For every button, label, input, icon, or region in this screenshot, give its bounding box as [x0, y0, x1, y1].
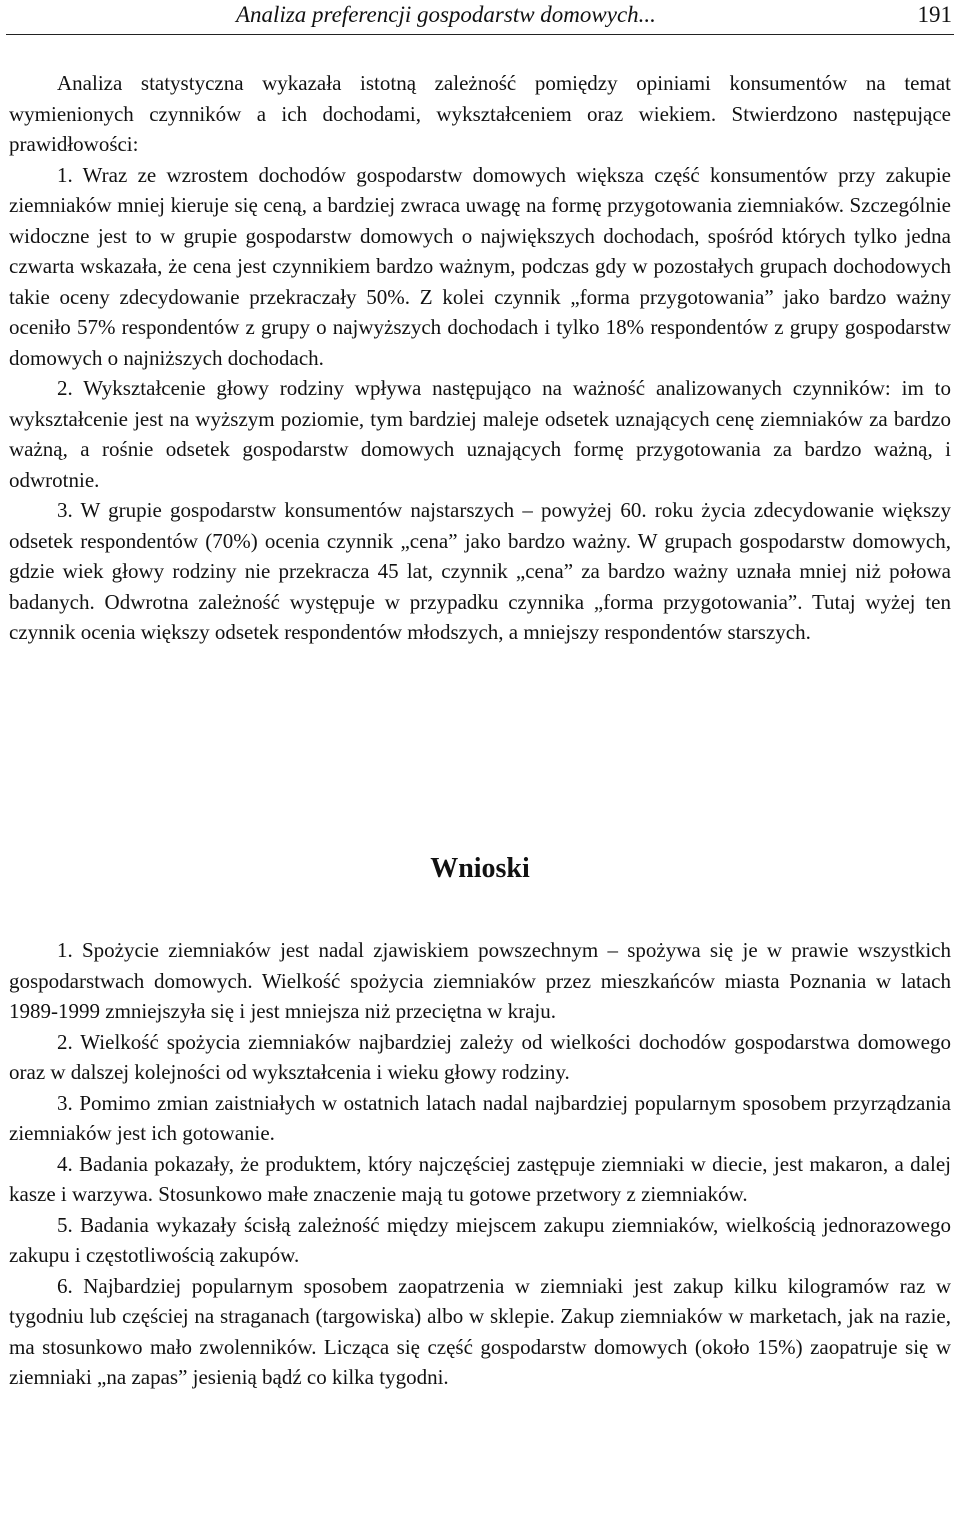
conclusion-paragraph: 5. Badania wykazały ścisłą zależność między miejscem zakupu ziemniaków, wielkością jednorazowego zakupu i częstotliwością zakupów.	[9, 1212, 951, 1267]
conclusions-section	[9, 935, 951, 1393]
page-number: 191	[917, 2, 952, 27]
conclusion-paragraph: 2. Wielkość spożycia ziemniaków najbardziej zależy od wielkości dochodów gospodarstwa domowego oraz w dalszej kolejności od wykształcenia i wieku głowy rodziny.	[9, 1029, 951, 1084]
conclusions-heading: Wnioski	[430, 853, 530, 884]
conclusion-paragraph: 1. Spożycie ziemniaków jest nadal zjawiskiem powszechnym – spożywa się je w prawie wszystkich gospodarstwach domowych. Wielkość spożycia ziemniaków przez mieszkańców miasta Poznania w latach 1989-1999 zmniejszyła się i jest mniejsza niż przeciętna w kraju.	[9, 938, 951, 1023]
conclusion-paragraph: 4. Badania pokazały, że produktem, który najczęściej zastępuje ziemniaki w diecie, jest makaron, a dalej kasze i warzywa. Stosunkowo małe znaczenie mają tu gotowe przetwory z ziemniaków.	[9, 1151, 951, 1206]
intro-paragraph: Analiza statystyczna wykazała istotną zależność pomiędzy opiniami konsumentów na temat wymienionych czynników a ich dochodami, wykształceniem oraz wiekiem. Stwierdzono następujące prawidłowości:	[9, 71, 951, 156]
conclusion-paragraph: 6. Najbardziej popularnym sposobem zaopatrzenia w ziemniaki jest zakup kilku kilogramów raz w tygodniu lub częściej na straganach (targowiska) albo w sklepie. Zakup ziemniaków w marketach, jak na razie, ma stosunkowo mało zwolenników. Licząca się część gospodarstw domowych (około 15%) zaopatruje się w ziemniaki „na zapas” jesienią bądź co kilka tygodni.	[9, 1273, 951, 1389]
finding-income-paragraph: 1. Wraz ze wzrostem dochodów gospodarstw domowych większa część konsumentów przy zakupie ziemniaków mniej kieruje się ceną, a bardziej zwraca uwagę na formę przygotowania ziemniaków. Szczególnie widoczne jest to w grupie gospodarstw domowych o największych dochodach, spośród których tylko jedna czwarta wskazała, że cena jest czynnikiem bardzo ważnym, podczas gdy w pozostałych grupach dochodowych takie oceny zdecydowanie przekraczały 50%. Z kolei czynnik „forma przygotowania” jako bardzo ważny oceniło 57% respondentów z grupy o najwyższych dochodach i tylko 18% respondentów z grupy gospodarstw domowych o najniższych dochodach.	[9, 162, 951, 370]
conclusion-paragraph: 3. Pomimo zmian zaistniałych w ostatnich latach nadal najbardziej popularnym sposobem przyrządzania ziemniaków jest ich gotowanie.	[9, 1090, 951, 1145]
running-header	[6, 0, 954, 35]
analysis-section	[9, 68, 951, 648]
finding-age-paragraph: 3. W grupie gospodarstw konsumentów najstarszych – powyżej 60. roku życia zdecydowanie większy odsetek respondentów (70%) ocenia czynnik „cena” jako bardzo ważny. W grupach gospodarstw domowych, gdzie wiek głowy rodziny nie przekracza 45 lat, czynnik „cena” za bardzo ważny uznała mniej niż połowa badanych. Odwrotna zależność występuje w przypadku czynnika „forma przygotowania”. Tutaj wyżej ten czynnik ocenia większy odsetek respondentów młodszych, a mniejszy respondentów starszych.	[9, 498, 951, 644]
running-title: Analiza preferencji gospodarstw domowych...	[236, 2, 656, 27]
finding-education-paragraph: 2. Wykształcenie głowy rodziny wpływa następująco na ważność analizowanych czynników: im to wykształcenie jest na wyższym poziomie, tym bardziej maleje odsetek uznających cenę ziemniaków za bardzo ważną, a rośnie odsetek gospodarstw domowych uznających formę przygotowania za bardzo ważną, i odwrotnie.	[9, 376, 951, 492]
